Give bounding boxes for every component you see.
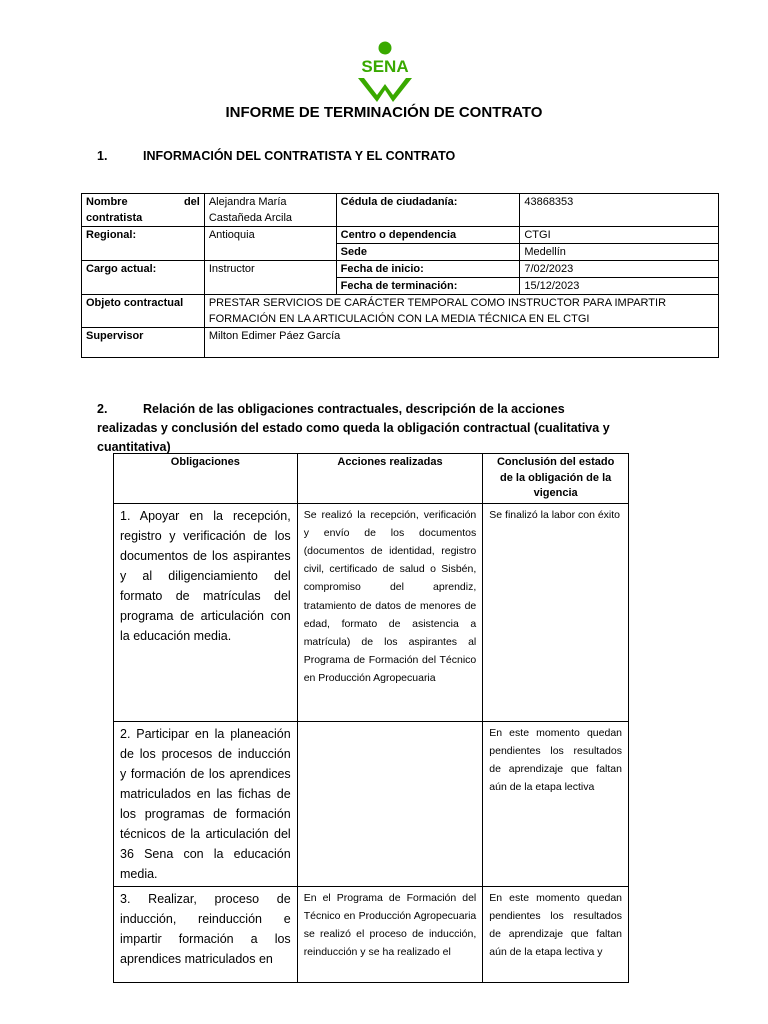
cargo-value: Instructor [204, 261, 336, 295]
obligations-table [113, 453, 629, 983]
cedula-label: Cédula de ciudadanía: [336, 194, 520, 227]
cargo-label: Cargo actual: [82, 261, 205, 295]
centro-label: Centro o dependencia [336, 227, 520, 244]
obligation-cell: 1. Apoyar en la recepción, registro y verificación de los documentos de los aspirantes y al diligenciamiento del formato de matrículas del programa de articulación con la educación media. [114, 503, 298, 721]
header-acciones: Acciones realizadas [297, 454, 483, 504]
sena-logo [350, 40, 420, 106]
section-2-heading: 2. Relación de las obligaciones contractuales, descripción de la acciones realizadas y conclusión del estado como queda la obligación contractual (cualitativa y cuantitativa) [97, 402, 610, 454]
objeto-value: PRESTAR SERVICIOS DE CARÁCTER TEMPORAL COMO INSTRUCTOR PARA IMPARTIR FORMACIÓN EN LA ARTICULACIÓN CON LA MEDIA TÉCNICA EN EL CTGI [204, 295, 718, 328]
nombre-value: Alejandra María Castañeda Arcila [204, 194, 336, 227]
inicio-label: Fecha de inicio: [336, 261, 520, 278]
supervisor-label: Supervisor [82, 328, 205, 358]
sede-label: Sede [336, 244, 520, 261]
contract-info-table [81, 193, 719, 358]
sena-logo-text: SENA [361, 57, 409, 76]
action-cell [297, 721, 483, 886]
inicio-value: 7/02/2023 [520, 261, 719, 278]
supervisor-value: Milton Edimer Páez García [204, 328, 718, 358]
regional-label: Regional: [82, 227, 205, 261]
terminacion-label: Fecha de terminación: [336, 278, 520, 295]
header-conclusion: Conclusión del estado de la obligación de la vigencia [483, 454, 629, 504]
header-obligaciones: Obligaciones [114, 454, 298, 504]
cedula-value: 43868353 [520, 194, 719, 227]
terminacion-value: 15/12/2023 [520, 278, 719, 295]
document-title: INFORME DE TERMINACIÓN DE CONTRATO [225, 104, 543, 121]
conclusion-cell: En este momento quedan pendientes los resultados de aprendizaje que faltan aún de la etapa lectiva [483, 721, 629, 886]
nombre-label: Nombre del contratista [82, 194, 205, 227]
centro-value: CTGI [520, 227, 719, 244]
action-cell: En el Programa de Formación del Técnico en Producción Agropecuaria se realizó el proceso de inducción, reinducción y se ha realizado el [297, 886, 483, 982]
sede-value: Medellín [520, 244, 719, 261]
objeto-label: Objeto contractual [82, 295, 205, 328]
obligation-cell: 2. Participar en la planeación de los procesos de inducción y formación de los aprendices matriculados en las fichas de los programas de formación técnicos de la articulación del 36 Sena con la educación media. [114, 721, 298, 886]
conclusion-cell: En este momento quedan pendientes los resultados de aprendizaje que faltan aún de la etapa lectiva y [483, 886, 629, 982]
regional-value: Antioquia [204, 227, 336, 261]
obligation-cell: 3. Realizar, proceso de inducción, reinducción e impartir formación a los aprendices matriculados en [114, 886, 298, 982]
section-1-heading: 1. INFORMACIÓN DEL CONTRATISTA Y EL CONTRATO [97, 149, 456, 163]
conclusion-cell: Se finalizó la labor con éxito [483, 503, 629, 721]
action-cell: Se realizó la recepción, verificación y envío de los documentos (documentos de identidad, registro civil, certificado de salud o Sisbén, compromiso del aprendiz, tratamiento de datos de menores de edad, formato de asistencia a matrícula) de los aspirantes al Programa de Formación del Técnico en Producción Agropecuaria [297, 503, 483, 721]
